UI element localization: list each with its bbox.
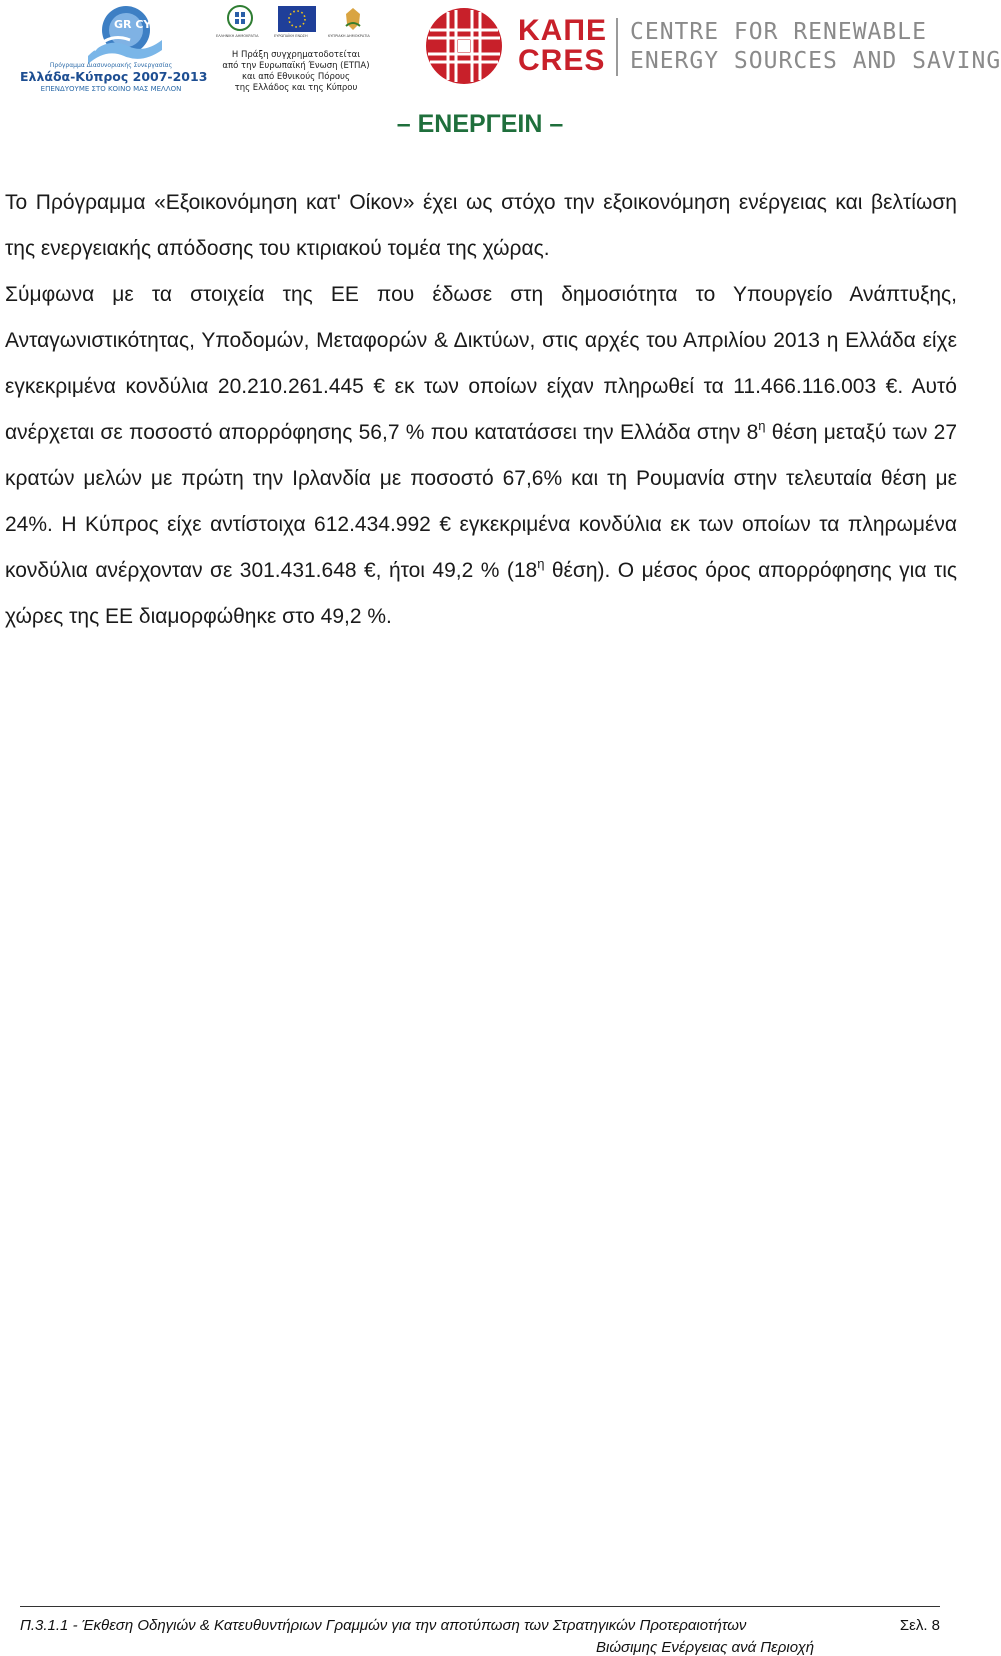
section-heading: – ΕΝΕΡΓΕΙΝ – — [396, 110, 564, 138]
body-text — [5, 180, 957, 640]
svg-text:GR CY: GR CY — [114, 18, 152, 31]
grcy-emblem-icon — [84, 2, 164, 68]
cofunding-line: Η Πράξη συγχρηματοδοτείται — [231, 50, 361, 60]
page-header — [0, 0, 1001, 112]
page-footer — [20, 1606, 940, 1655]
greece-cyprus-programme-logo — [20, 2, 208, 110]
cres-emblem-icon — [420, 4, 508, 88]
cres-english-line: ENERGY SOURCES AND SAVING — [630, 48, 1001, 74]
cofunding-line: από την Ευρωπαϊκή Ένωση (ΕΤΠΑ) — [222, 61, 370, 71]
page-number: Σελ. 8 — [899, 1617, 940, 1634]
flags-row — [216, 4, 402, 40]
cres-name-latin: CRES — [518, 44, 606, 77]
programme-subtitle: Πρόγραμμα Διασυνοριακής Συνεργασίας — [49, 62, 173, 69]
cres-divider — [616, 18, 618, 76]
statistics-paragraph — [5, 272, 957, 640]
statistics-text: θέση μεταξύ των 27 κρατών μελών με πρώτη την Ιρλανδία με ποσοστό 67,6% και τη Ρουμανία στην τελευταία θέση με 24%. Η Κύπρος είχε αντίστοιχα 612.434.992 € εγκεκριμένα κονδύλια εκ των οποίων τα πληρωμένα κονδύλια ανέρχονταν σε 301.431.648 €, ήτοι 49,2 % (18 — [5, 421, 957, 582]
cres-name-greek: ΚΑΠΕ — [518, 14, 608, 47]
cyprus-emblem-icon — [340, 6, 366, 32]
footer-title-continued: Βιώσιμης Ενέργειας ανά Περιοχή — [596, 1639, 815, 1656]
cyprus-flag-label: ΚΥΠΡΙΑΚΗ ΔΗΜΟΚΡΑΤΙΑ — [328, 34, 370, 38]
eu-flag-label: ΕΥΡΩΠΑΪΚΗ ΕΝΩΣΗ — [274, 34, 308, 38]
ordinal-suffix: η — [758, 418, 766, 433]
intro-paragraph: Το Πρόγραμμα «Εξοικονόμηση κατ' Οίκον» έχει ως στόχο την εξοικονόμηση ενέργειας και βελτίωση της ενεργειακής απόδοσης του κτιριακού τομέα της χώρας. — [5, 191, 957, 260]
programme-slogan: ΕΠΕΝΔΥΟΥΜΕ ΣΤΟ ΚΟΙΝΟ ΜΑΣ ΜΕΛΛΟΝ — [40, 85, 182, 93]
cres-english-line: CENTRE FOR RENEWABLE — [630, 19, 927, 45]
cofunding-statement — [216, 50, 376, 94]
statistics-text: θέση). Ο μέσος όρος απορρόφησης για τις χώρες της ΕΕ διαμορφώθηκε στο 49,2 %. — [5, 559, 958, 628]
greek-flag-label: ΕΛΛΗΝΙΚΗ ΔΗΜΟΚΡΑΤΙΑ — [216, 34, 259, 38]
grcy-caption — [20, 62, 208, 94]
cres-name — [518, 16, 607, 76]
cres-logo — [420, 4, 1001, 88]
cres-english-name — [630, 18, 1001, 76]
greek-emblem-icon — [226, 4, 254, 32]
programme-title: Ελλάδα-Κύπρος 2007-2013 — [20, 69, 208, 84]
eu-flag-icon — [278, 6, 316, 32]
funding-block — [216, 4, 412, 108]
statistics-text: Σύμφωνα με τα στοιχεία της ΕΕ που έδωσε στη δημοσιότητα το Υπουργείο Ανάπτυξης, Ανταγωνιστικότητας, Υποδομών, Μεταφορών & Δικτύων, στις αρχές του Απριλίου 2013 η Ελλάδα είχε εγκεκριμένα κονδύλια 20.210.261.445 € εκ των οποίων είχαν πληρωθεί τα 11.466.116.003 €. Αυτό ανέρχεται σε ποσοστό απορρόφησης 56,7 % που κατατάσσει την Ελλάδα στην 8 — [5, 283, 957, 444]
footer-title: Π.3.1.1 - Έκθεση Οδηγιών & Κατευθυντήριων Γραμμών για την αποτύπωση των Στρατηγικών Προτεραιοτήτων — [20, 1617, 747, 1634]
cofunding-line: της Ελλάδος και της Κύπρου — [234, 83, 358, 93]
cofunding-line: και από Εθνικούς Πόρους — [242, 72, 350, 82]
ordinal-suffix: η — [537, 556, 545, 571]
